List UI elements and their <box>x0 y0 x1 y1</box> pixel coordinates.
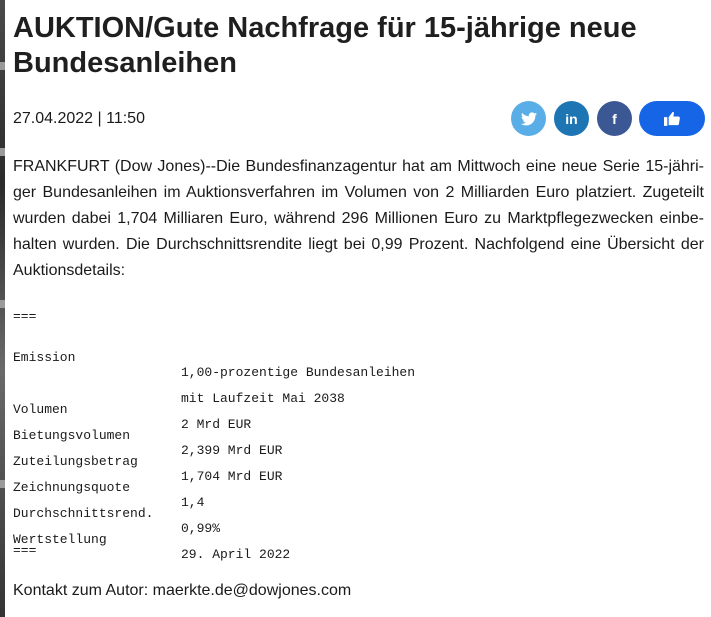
edge-mark <box>0 148 5 156</box>
left-edge-background <box>0 0 5 617</box>
detail-key: Zuteilungsbetrag <box>13 454 138 469</box>
article-meta <box>13 101 705 137</box>
twitter-share-button[interactable] <box>511 101 546 136</box>
detail-value: 1,704 Mrd EUR <box>181 469 283 484</box>
detail-value: 1,00-prozentige Bundesanleihen <box>181 365 416 380</box>
detail-key: Volumen <box>13 402 68 417</box>
detail-key: Zeichnungsquote <box>13 480 131 495</box>
detail-row <box>13 387 252 432</box>
detail-key: Bietungsvolumen <box>13 428 131 443</box>
separator-top: === <box>13 309 37 324</box>
article-body: FRANKFURT (Dow Jones)--Die Bundesfinanzagentur hat am Mittwoch eine neue Serie 15-jähri-ger Bundesanleihen im Auktionsverfahren im Volumen von 2 Milliarden Euro platziert. Zugeteilt wurden dabei 1,704 Milliaren Euro, während 296 Millionen Euro zu Marktpflegezwecken einbe-halten wurden. Die Durchschnittsrendite liegt bei 0,99 Prozent. Nachfolgend eine Übersicht der Auktionsdetails: <box>13 158 704 279</box>
linkedin-share-button[interactable] <box>554 101 589 136</box>
detail-key: Wertstellung <box>13 532 107 547</box>
article-title: AUKTION/Gute Nachfrage für 15-jährige neue Bundesanleihen <box>13 12 637 79</box>
detail-value: 2 Mrd EUR <box>181 417 252 432</box>
edge-mark <box>0 480 5 488</box>
linkedin-icon: in <box>565 110 578 127</box>
author-contact: Kontakt zum Autor: maerkte.de@dowjones.com <box>13 582 352 599</box>
edge-mark <box>0 300 5 308</box>
detail-value: 0,99% <box>181 521 221 536</box>
facebook-share-button[interactable] <box>597 101 632 136</box>
detail-row <box>13 465 205 510</box>
detail-key: Durchschnittsrend. <box>13 506 154 521</box>
detail-row <box>13 335 416 380</box>
separator-bottom: === <box>13 543 37 558</box>
twitter-icon <box>521 112 537 126</box>
facebook-icon: f <box>612 110 617 127</box>
detail-value: 2,399 Mrd EUR <box>181 443 283 458</box>
thumbs-up-icon <box>664 111 680 126</box>
edge-mark <box>0 62 5 70</box>
detail-key: Emission <box>13 350 76 365</box>
article-datetime: 27.04.2022 | 11:50 <box>13 110 145 127</box>
share-bar <box>511 101 705 137</box>
detail-value: mit Laufzeit Mai 2038 <box>181 391 345 406</box>
detail-value: 1,4 <box>181 495 205 510</box>
like-button[interactable] <box>639 101 705 136</box>
detail-value: 29. April 2022 <box>181 547 291 562</box>
